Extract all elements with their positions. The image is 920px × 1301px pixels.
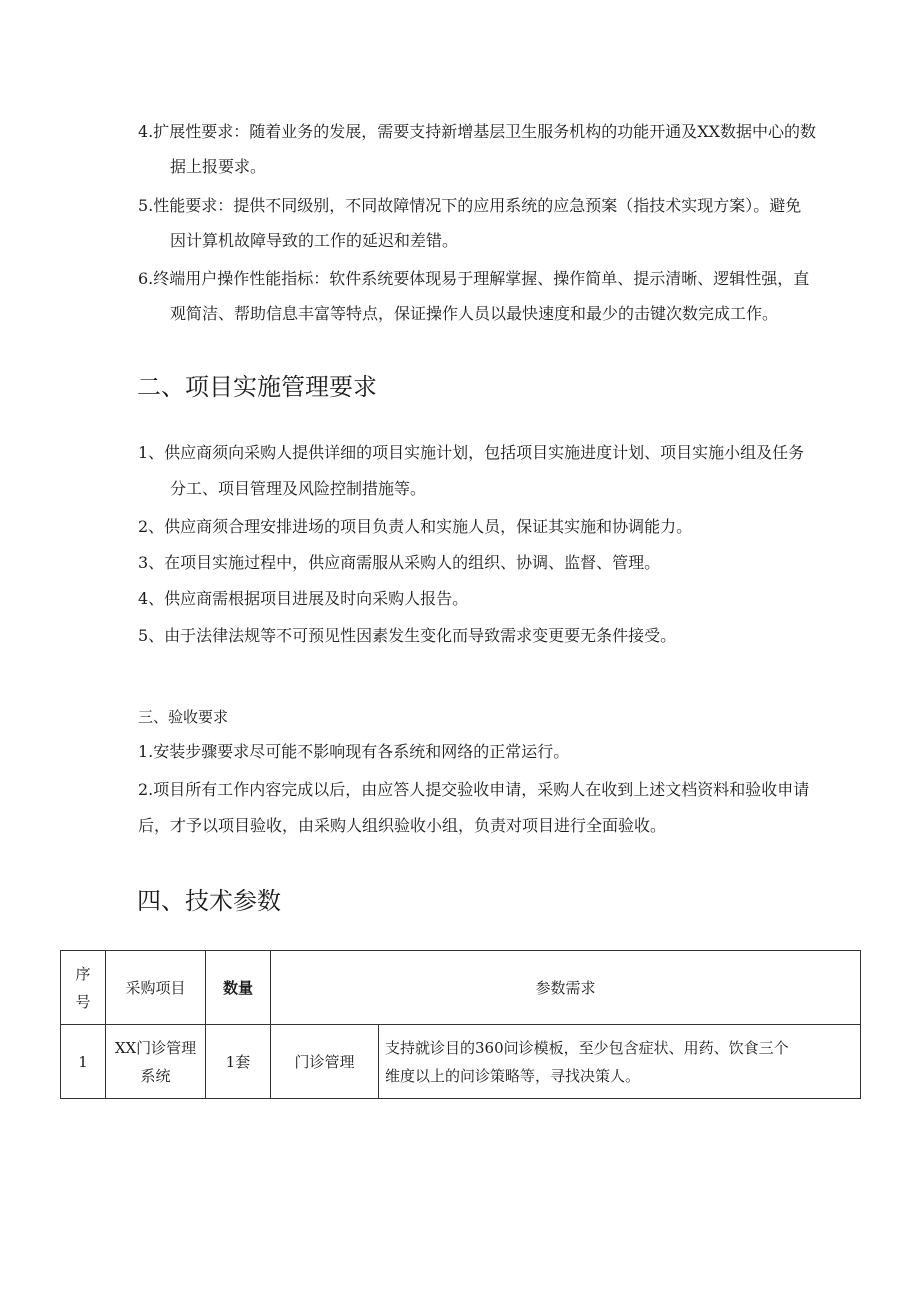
header-no: [61, 951, 106, 1025]
implementation-item-5: 5、由于法律法规等不可预见性因素发生变化而导致需求变更要无条件接受。: [138, 626, 677, 645]
row-description-line1: 支持就诊目的360问诊模板，至少包含症状、用药、饮食三个: [385, 1038, 789, 1057]
row-qty: 1套: [206, 1025, 271, 1099]
table-row: [61, 1025, 861, 1099]
implementation-item-2: 2、供应商须合理安排进场的项目负责人和实施人员，保证其实施和协调能力。: [138, 517, 693, 536]
requirement-item-6-line1: 6.终端用户操作性能指标：软件系统要体现易于理解掌握、操作简单、提示清晰、逻辑性强，直: [138, 269, 810, 288]
row-module: 门诊管理: [271, 1025, 379, 1099]
implementation-item-1-line1: 1、供应商须向采购人提供详细的项目实施计划，包括项目实施进度计划、项目实施小组及任务: [138, 443, 805, 462]
row-description-line2: 维度以上的问诊策略等，寻找决策人。: [385, 1066, 641, 1085]
requirement-item-5-line2: 因计算机故障导致的工作的延迟和差错。: [170, 231, 459, 250]
implementation-item-3: 3、在项目实施过程中，供应商需服从采购人的组织、协调、监督、管理。: [138, 553, 661, 572]
section-2-heading: 二、项目实施管理要求: [137, 373, 377, 401]
requirement-item-5-line1: 5.性能要求：提供不同级别，不同故障情况下的应用系统的应急预案（指技术实现方案）。避免: [138, 196, 802, 215]
row-no: 1: [61, 1025, 106, 1099]
implementation-item-1-line2: 分工、项目管理及风险控制措施等。: [170, 479, 427, 498]
header-no-line1: 序: [75, 964, 91, 983]
technical-parameters-table: [60, 950, 861, 1099]
acceptance-item-2-line1: 2.项目所有工作内容完成以后，由应答人提交验收申请，采购人在收到上述文档资料和验收申请: [138, 780, 810, 799]
header-no-line2: 号: [75, 992, 91, 1011]
section-4-heading: 四、技术参数: [137, 887, 281, 915]
requirement-item-6-line2: 观简洁、帮助信息丰富等特点，保证操作人员以最快速度和最少的击键次数完成工作。: [170, 304, 779, 323]
section-3-heading: 三、验收要求: [138, 708, 229, 726]
row-description: [379, 1025, 861, 1099]
table-header-row: [61, 951, 861, 1025]
row-item-line1: XX门诊管理: [114, 1038, 197, 1057]
header-qty: 数量: [206, 951, 271, 1025]
header-spec: 参数需求: [271, 951, 861, 1025]
implementation-item-4: 4、供应商需根据项目进展及时向采购人报告。: [138, 589, 469, 608]
header-item: 采购项目: [106, 951, 206, 1025]
row-item-line2: 系统: [140, 1066, 171, 1085]
acceptance-item-1: 1.安装步骤要求尽可能不影响现有各系统和网络的正常运行。: [138, 742, 570, 761]
requirement-item-4-line1: 4.扩展性要求：随着业务的发展，需要支持新增基层卫生服务机构的功能开通及XX数据中心的数: [138, 122, 817, 141]
row-item: [106, 1025, 206, 1099]
acceptance-item-2-line2: 后，才予以项目验收，由采购人组织验收小组，负责对项目进行全面验收。: [138, 816, 667, 835]
requirement-item-4-line2: 据上报要求。: [170, 157, 267, 176]
